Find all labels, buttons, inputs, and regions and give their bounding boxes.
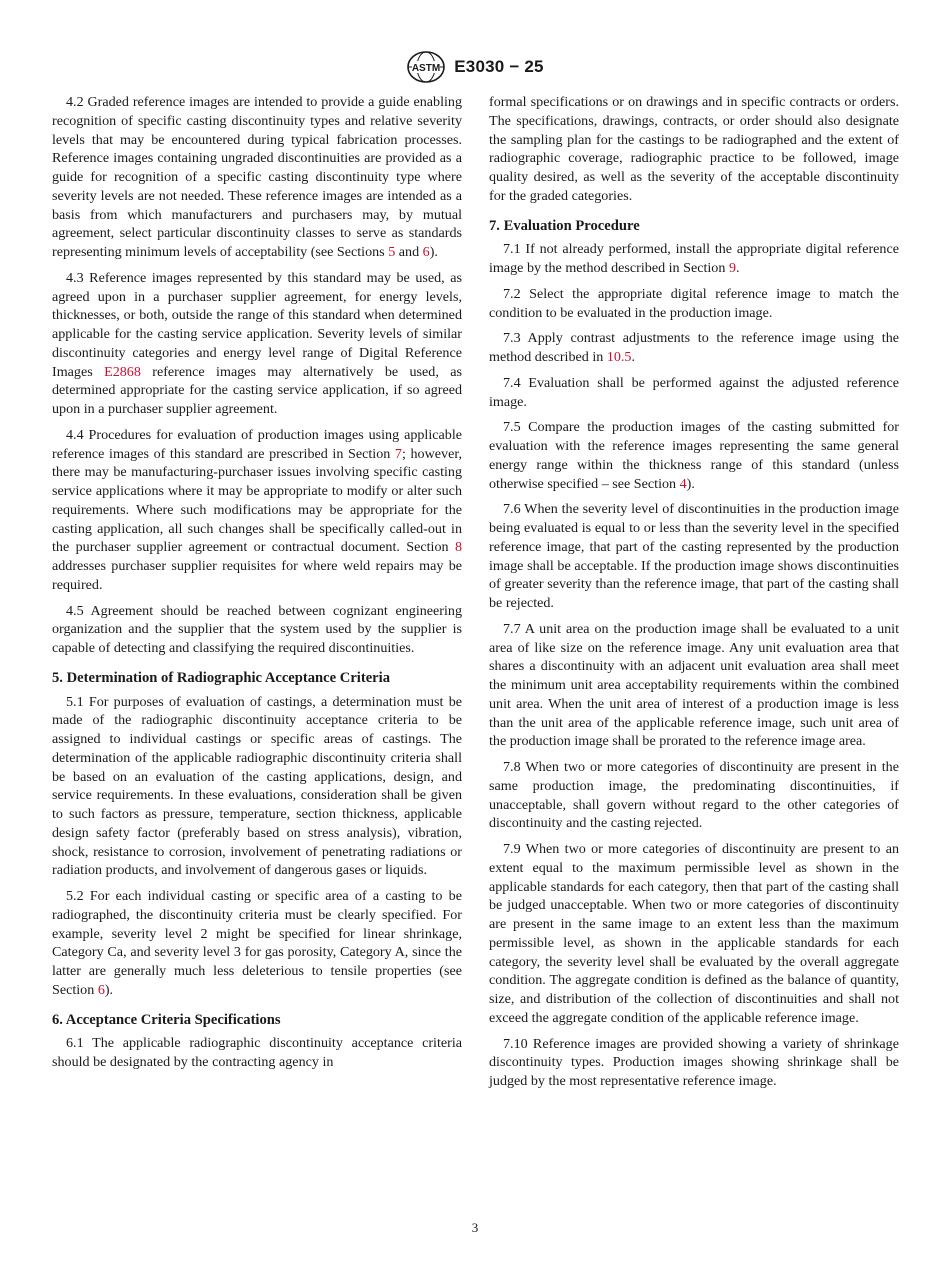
paragraph-7-5: 7.5 Compare the production images of the casting submitted for evaluation with the reference images representing the same general energy range within the thickness range of this standard (unless otherwise specified – see Section 4).	[489, 419, 899, 492]
paragraph-4-3: 4.3 Reference images represented by this standard may be used, as agreed upon in a purchaser supplier agreement, for energy levels, thicknesses, or both, outside the range of this standard when determined applicable for the casting service application. Severity levels of similar discontinuity categories and energy level range of Digital Reference Images E2868 reference images may alternatively be used, as determined appropriate for the casting service application, if so agreed upon in a purchaser supplier agreement.	[52, 269, 462, 417]
paragraph-7-6: 7.6 When the severity level of discontinuities in the production image being evaluated is equal to or less than the severity level in the specified reference image, that part of the casting represented by the production image shall be acceptable. If the production image shows discontinuities of greater severity than the reference image, that part of the casting shall be rejected.	[489, 501, 899, 611]
page-header	[0, 50, 950, 84]
page-number: 3	[471, 1220, 479, 1235]
heading-section-5: 5. Determination of Radiographic Acceptance Criteria	[52, 669, 391, 686]
paragraph-6-1: 6.1 The applicable radiographic discontinuity acceptance criteria should be designated by the contracting agency in	[52, 1035, 462, 1070]
paragraph-4-2: 4.2 Graded reference images are intended to provide a guide enabling recognition of specific casting discontinuity types and relative severity levels that may be encountered during typical fabrication processes. Reference images containing ungraded discontinuities are provided as a guide for recognition of a specific casting discontinuity type where severity levels are not needed. These reference images are intended as a basis from which manufacturers and purchasers may, by mutual agreement, select particular discontinuity classes to serve as standards representing minimum levels of acceptability (see Sections 5 and 6).	[52, 94, 462, 260]
section-7-link[interactable]: 7	[394, 445, 402, 462]
astm-logo-icon	[406, 50, 446, 84]
paragraph-4-4: 4.4 Procedures for evaluation of production images using applicable reference images of this standard are prescribed in Section 7; however, there may be manufacturing-purchaser issues involving specific casting service applications where it may be appropriate to modify or alter such requirements. Where such modifications may be appropriate for the casting application, all such changes shall be specifically called-out in the purchaser supplier agreement or contractual document. Section 8 addresses purchaser supplier requisites for where weld repairs may be required.	[52, 426, 462, 593]
paragraph-7-10: 7.10 Reference images are provided showing a variety of shrinkage discontinuity types. Production images showing shrinkage shall be judged by the most representative reference image.	[489, 1035, 899, 1089]
left-column	[52, 93, 462, 1079]
heading-section-7: 7. Evaluation Procedure	[489, 217, 640, 234]
paragraph-6-1-continued: formal specifications or on drawings and in specific contracts or orders. The specifications, drawings, contracts, or order should also designate the sampling plan for the castings to be radiographed and the extent of radiographic coverage, radiographic practice to be followed, image quality desired, as well as the severity of the acceptable discontinuity for the graded categories.	[489, 94, 899, 204]
section-6-link[interactable]: 6	[97, 981, 105, 998]
section-6-link[interactable]: 6	[422, 244, 430, 260]
paragraph-4-5: 4.5 Agreement should be reached between cognizant engineering organization and the supplier that the system used by the supplier is capable of detecting and classifying the required discontinuities.	[52, 602, 462, 656]
paragraph-5-2: 5.2 For each individual casting or specific area of a casting to be radiographed, the discontinuity criteria must be clearly specified. For example, severity level 2 might be specified for linear shrinkage, Category Ca, and severity level 3 for gas porosity, Category A, since the latter are generally much less deleterious to tensile properties (see Section 6).	[52, 888, 462, 998]
heading-section-6: 6. Acceptance Criteria Specifications	[52, 1011, 281, 1028]
paragraph-7-9: 7.9 When two or more categories of discontinuity are present to an extent equal to the maximum permissible level as shown in the applicable standards for each category, then that part of the casting shall be judged unacceptable. When two or more categories of discontinuity are present in the same image to an extent less than the maximum permissible level, as shown in the applicable standards for each category, the severity level shall be evaluated by the overall aggregate condition. The aggregate condition is defined as the balance of quantity, size, and distribution of the collection of discontinuities and shall not exceed the aggregate condition of the applicable reference image.	[489, 841, 899, 1026]
section-4-link[interactable]: 4	[679, 475, 687, 492]
e2868-link[interactable]: E2868	[104, 363, 141, 380]
section-5-link[interactable]: 5	[388, 244, 396, 260]
paragraph-7-8: 7.8 When two or more categories of discontinuity are present in the same production image, the predominating discontinuities, if unacceptable, shall govern without regard to the other categories of discontinuity and the casting rejected.	[489, 759, 899, 832]
section-10-5-link[interactable]: 10.5	[606, 349, 632, 365]
paragraph-7-4: 7.4 Evaluation shall be performed against the adjusted reference image.	[489, 374, 899, 410]
paragraph-5-1: 5.1 For purposes of evaluation of castings, a determination must be made of the radiographic discontinuity acceptance criteria to be assigned to individual castings or specific areas of castings. The determination of the applicable radiographic discontinuity criteria shall be based on an evaluation of the casting applications, design, and service requirements. In these evaluations, consideration shall be given to such factors as pressure, temperature, section thickness, applicable design safety factor (preferably based on stress analysis), vibration, shock, resistance to corrosion, involvement of penetrating radiations or radiation products, and involvement of dangerous gases or liquids.	[52, 693, 462, 879]
paragraph-7-7: 7.7 A unit area on the production image shall be evaluated to a unit area of like size on the reference image. Any unit evaluation area that shares a discontinuity with an adjacent unit evaluation area shall meet the minimum unit area acceptability requirements within the combined unit area. When the unit area of interest of a production image is less than the unit area of the applicable reference image, such unit area of the production image shall be prorated to the reference image area.	[489, 620, 899, 750]
section-9-link[interactable]: 9	[728, 260, 736, 276]
section-8-link[interactable]: 8	[454, 539, 462, 556]
standard-designation: E3030 − 25	[454, 57, 544, 76]
logo-text: ASTM	[412, 63, 441, 74]
right-column	[489, 93, 899, 1098]
paragraph-7-3: 7.3 Apply contrast adjustments to the reference image using the method described in 10.5.	[489, 330, 899, 365]
paragraph-7-1: 7.1 If not already performed, install the appropriate digital reference image by the method described in Section 9.	[489, 241, 899, 276]
paragraph-7-2: 7.2 Select the appropriate digital reference image to match the condition to be evaluated in the production image.	[489, 285, 899, 321]
